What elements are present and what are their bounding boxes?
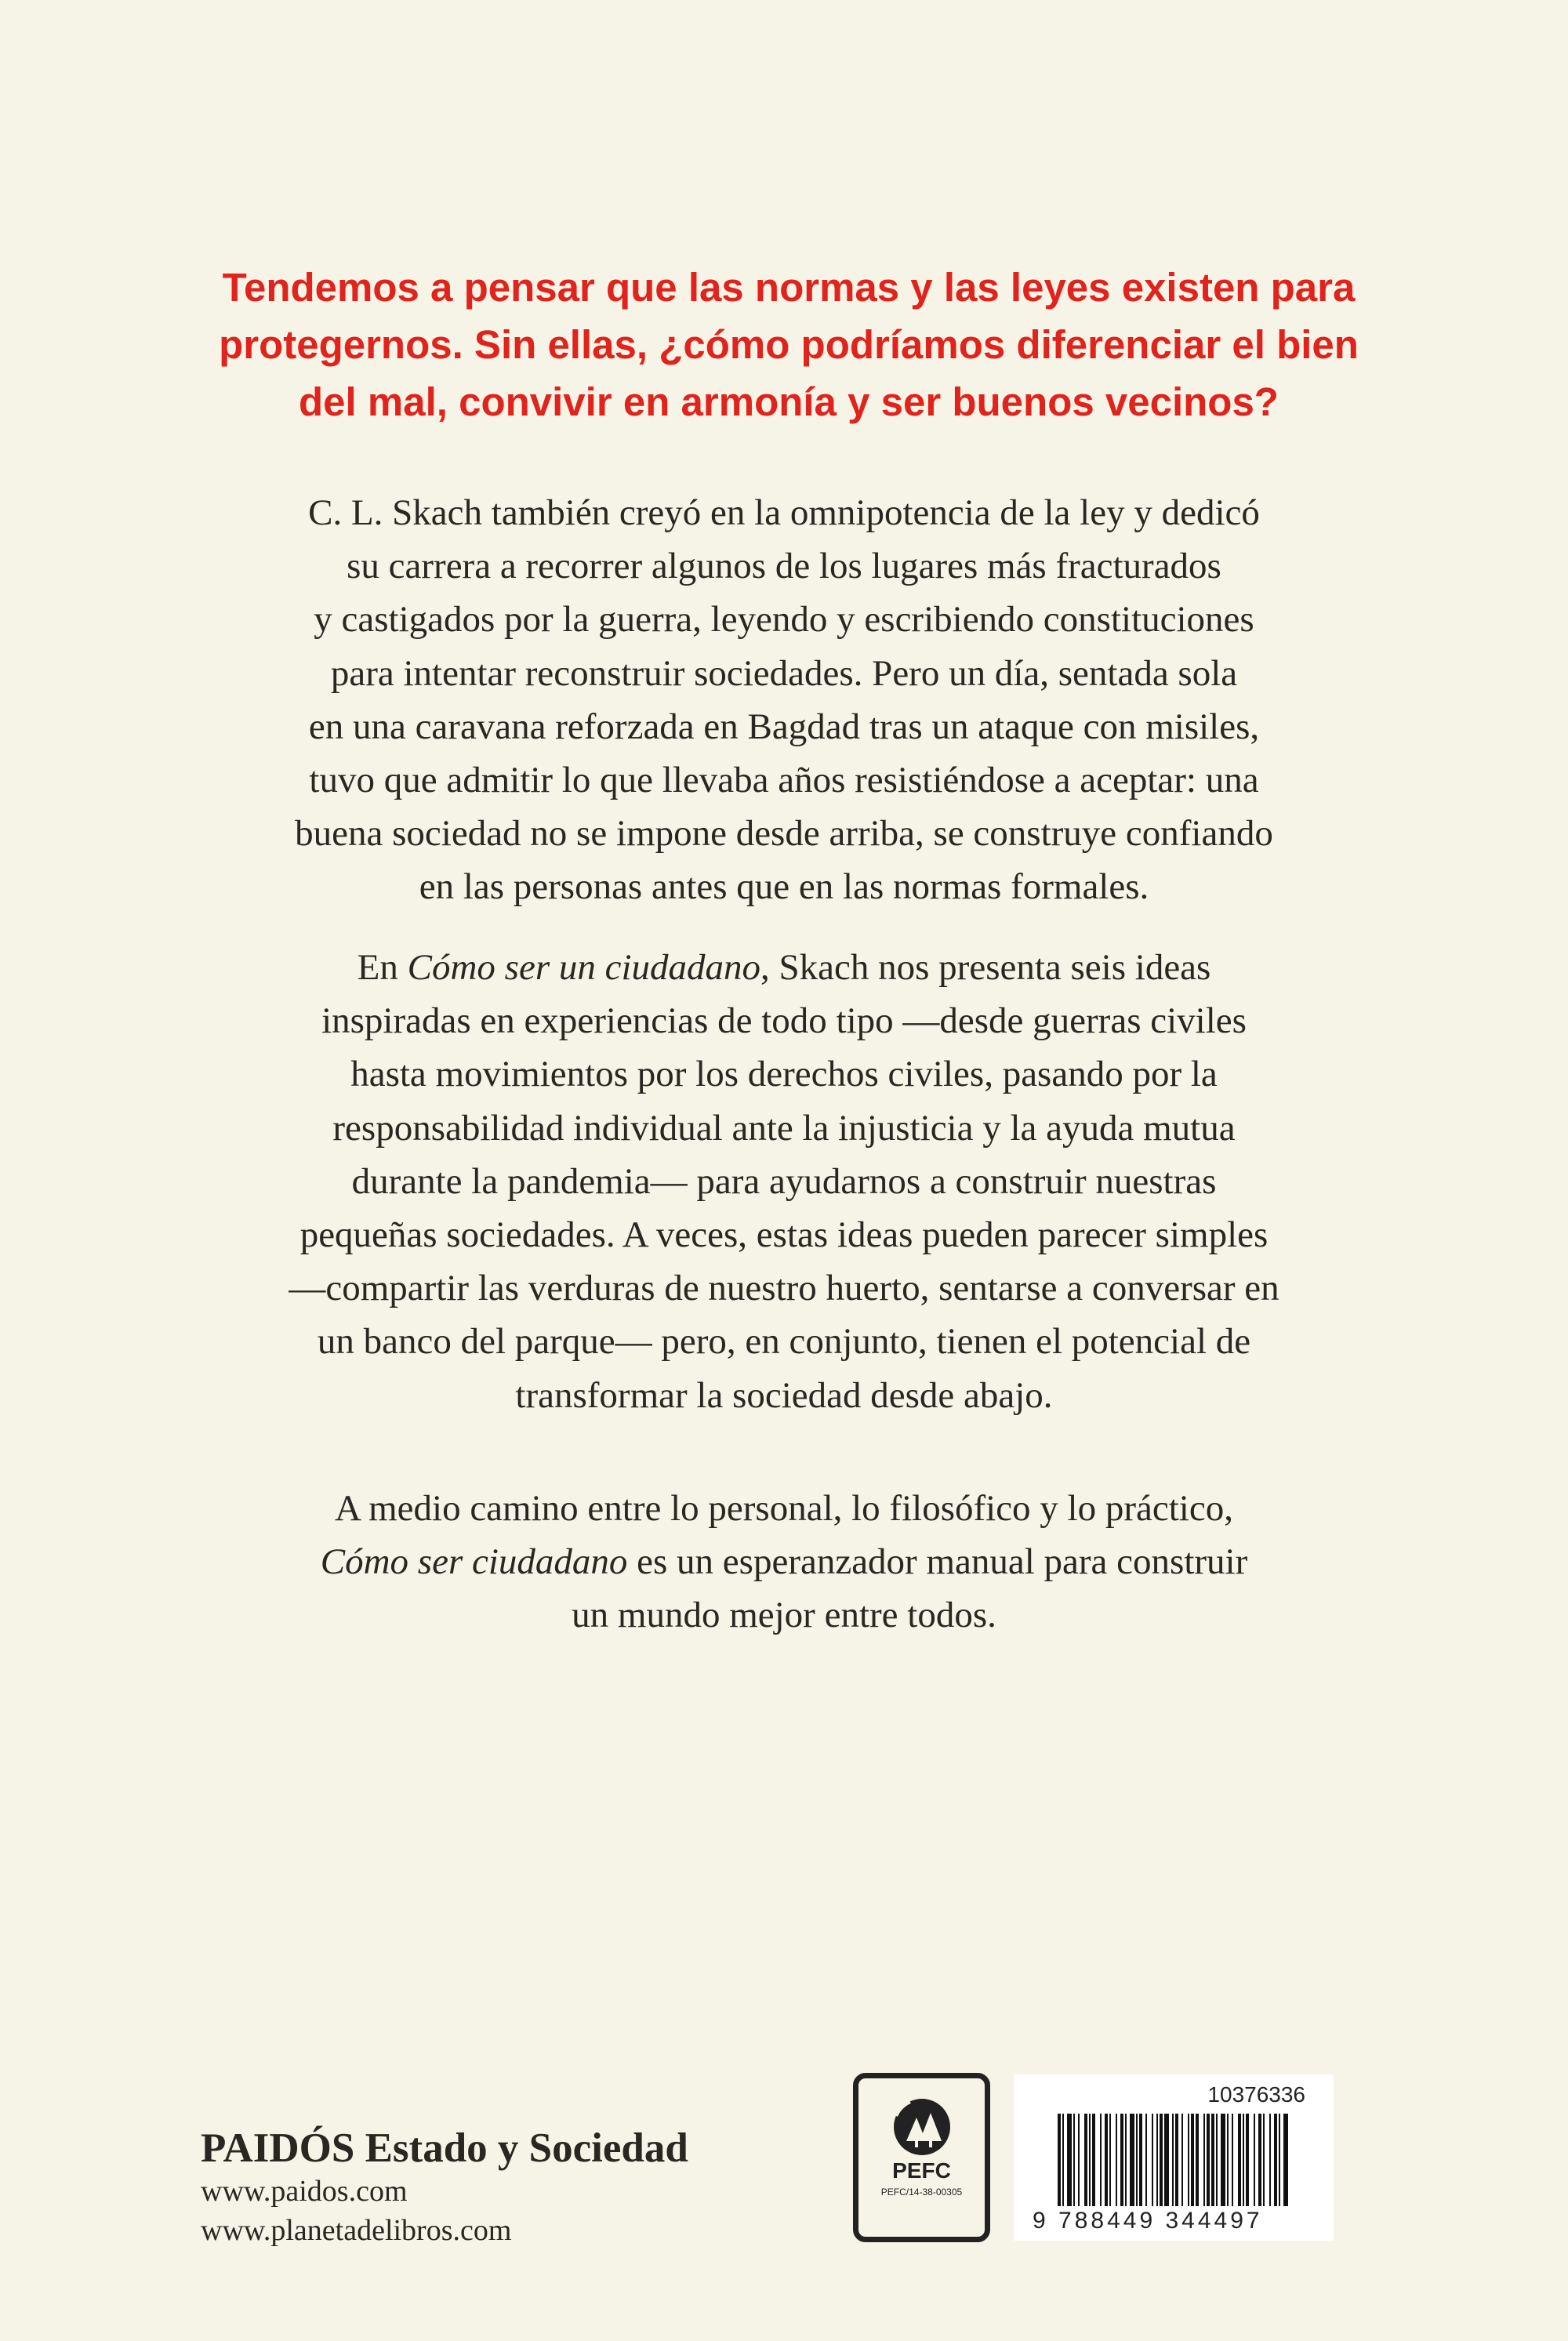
barcode-bar (1160, 2114, 1163, 2206)
barcode-bar (1246, 2114, 1249, 2206)
barcode-bar (1145, 2114, 1147, 2206)
description-paragraph-3 (196, 1482, 1372, 1642)
text-line: un mundo mejor entre todos. (572, 1595, 996, 1636)
publisher-brand: PAIDÓS Estado y Sociedad (201, 2125, 688, 2171)
barcode-bar (1089, 2114, 1091, 2206)
pefc-code: PEFC/14-38-00305 (880, 2187, 963, 2198)
text-line: pequeñas sociedades. A veces, estas ideas pueden parecer simples (299, 1214, 1269, 1256)
intro-line: protegernos. Sin ellas, ¿cómo podríamos diferenciar el bien (219, 322, 1359, 367)
reference-number: 10376336 (1207, 2082, 1305, 2107)
barcode-bar (1172, 2114, 1174, 2206)
pefc-name: PEFC (892, 2158, 951, 2183)
barcode-bar (1067, 2114, 1072, 2206)
barcode-bar (1227, 2114, 1229, 2206)
description-paragraph-2 (196, 941, 1372, 1422)
text-line: C. L. Skach también creyó en la omnipotencia de la ley y dedicó (308, 492, 1260, 533)
barcode-bar (1058, 2114, 1061, 2206)
barcode-bar (1105, 2114, 1108, 2206)
publisher-imprint (201, 2125, 688, 2250)
barcode-bar (1258, 2114, 1261, 2206)
barcode-bar (1139, 2114, 1142, 2206)
barcode-bar (1130, 2114, 1134, 2206)
pefc-tree-icon (879, 2096, 965, 2158)
barcode-bar (1164, 2114, 1169, 2206)
text-fragment: es un esperanzador manual para construir (627, 1541, 1248, 1583)
barcode-bar (1238, 2114, 1241, 2206)
barcode-bar (1062, 2114, 1064, 2206)
text-fragment: En (357, 947, 408, 988)
barcode-bar (1136, 2114, 1138, 2206)
text-line: —compartir las verduras de nuestro huerto, sentarse a conversar en (289, 1268, 1279, 1309)
barcode-bar (1156, 2114, 1158, 2206)
text-line: para intentar reconstruir sociedades. Pero un día, sentada sola (330, 652, 1238, 694)
barcode-bar (1232, 2114, 1233, 2206)
barcode-bar (1211, 2114, 1214, 2206)
barcode-bars (1058, 2114, 1293, 2206)
text-line: inspiradas en experiencias de todo tipo —desde guerras civiles (321, 1000, 1247, 1042)
barcode-bar (1084, 2114, 1087, 2206)
barcode-bar (1175, 2114, 1178, 2206)
book-title: Cómo ser ciudadano (320, 1541, 628, 1583)
text-line: un banco del parque— pero, en conjunto, tienen el potencial de (317, 1321, 1251, 1363)
text-line: en una caravana reforzada en Bagdad tras un ataque con misiles, (308, 706, 1260, 747)
barcode-bar (1092, 2114, 1095, 2206)
pefc-certification-logo (853, 2073, 990, 2242)
text-line (196, 941, 1372, 994)
barcode-bar (1216, 2114, 1218, 2206)
barcode-bar (1191, 2114, 1194, 2206)
barcode-bar (1221, 2114, 1225, 2206)
publisher-url: www.paidos.com (201, 2175, 408, 2208)
text-line: buena sociedad no se impone desde arriba, se construye confiando (295, 813, 1273, 855)
barcode-bar (1207, 2114, 1210, 2206)
barcode-bar (1152, 2114, 1153, 2206)
intro-line: del mal, convivir en armonía y ser buenos vecinos? (299, 379, 1279, 424)
ean-number: 9 788449 344497 (1033, 2208, 1263, 2234)
text-line: tuvo que admitir lo que llevaba años resistiéndose a aceptar: una (309, 760, 1259, 801)
text-line: en las personas antes que en las normas formales. (419, 866, 1149, 908)
barcode-bar (1073, 2114, 1075, 2206)
barcode-bar (1125, 2114, 1127, 2206)
barcode-bar (1254, 2114, 1255, 2206)
barcode-bar (1263, 2114, 1265, 2206)
text-line: su carrera a recorrer algunos de los lugares más fracturados (347, 546, 1221, 587)
book-title: Cómo ser un ciudadano (407, 947, 761, 988)
barcode-bar (1196, 2114, 1199, 2206)
barcode-bar (1078, 2114, 1080, 2206)
text-fragment: , Skach nos presenta seis ideas (760, 947, 1211, 988)
publisher-url: www.planetadelibros.com (201, 2214, 512, 2247)
description-paragraph-1 (196, 486, 1372, 914)
text-line: y castigados por la guerra, leyendo y escribiendo constituciones (314, 599, 1254, 641)
barcode-bar (1188, 2114, 1189, 2206)
barcode-bar (1100, 2114, 1102, 2206)
barcode-bar (1116, 2114, 1117, 2206)
text-line: durante la pandemia— para ayudarnos a construir nuestras (351, 1160, 1217, 1202)
barcode-bar (1203, 2114, 1205, 2206)
barcode-bar (1283, 2114, 1288, 2206)
barcode-bar (1274, 2114, 1277, 2206)
barcode-bar (1109, 2114, 1111, 2206)
isbn-barcode (1014, 2074, 1334, 2241)
text-line (196, 1535, 1372, 1588)
barcode-bar (1120, 2114, 1123, 2206)
text-line: hasta movimientos por los derechos civiles, pasando por la (350, 1054, 1218, 1095)
intro-blurb (216, 259, 1361, 430)
barcode-bar (1181, 2114, 1183, 2206)
text-line: A medio camino entre lo personal, lo filosófico y lo práctico, (335, 1488, 1233, 1529)
barcode-bar (1279, 2114, 1280, 2206)
text-line: transformar la sociedad desde abajo. (515, 1374, 1053, 1416)
intro-line: Tendemos a pensar que las normas y las leyes existen para (222, 265, 1356, 310)
text-line: responsabilidad individual ante la injusticia y la ayuda mutua (332, 1107, 1236, 1149)
barcode-bar (1243, 2114, 1244, 2206)
barcode-bar (1269, 2114, 1271, 2206)
